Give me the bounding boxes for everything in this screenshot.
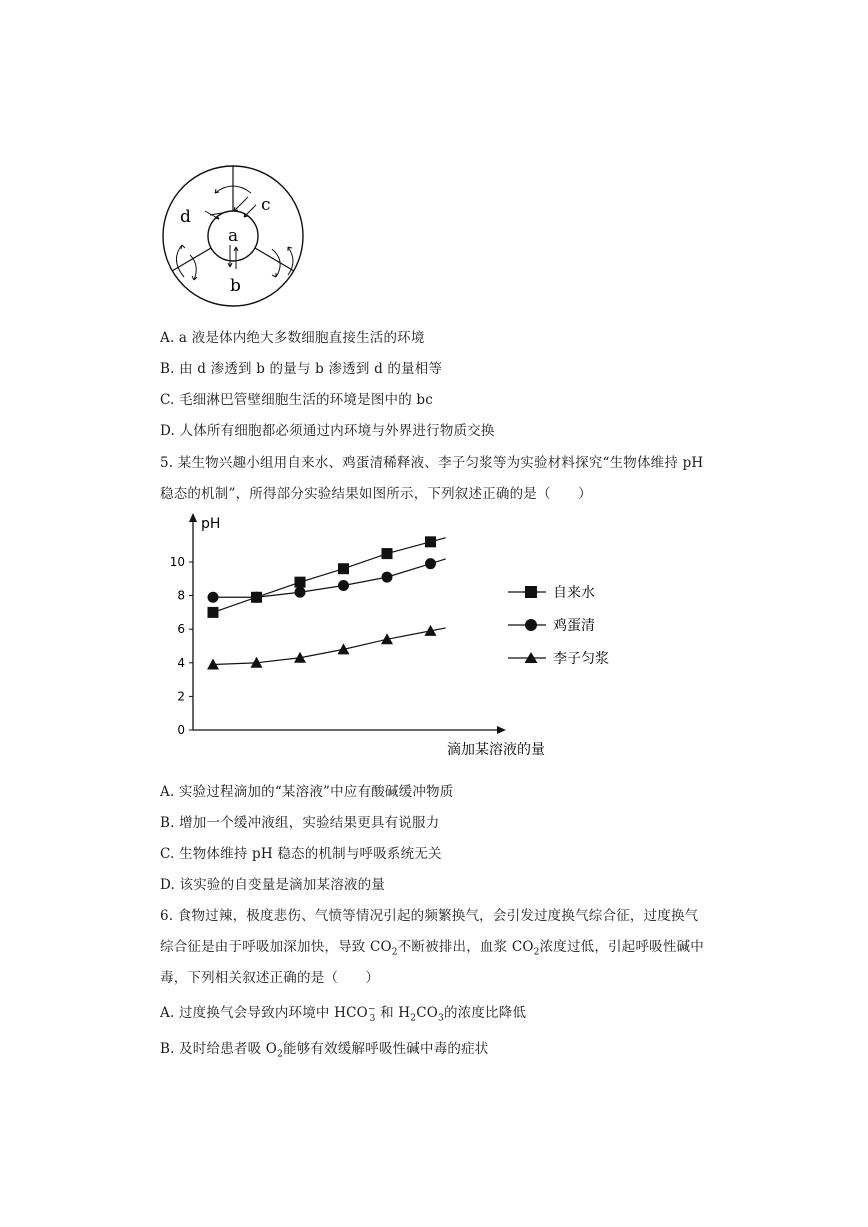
legend-label-0: 自来水 [553, 585, 595, 601]
point-circle [338, 580, 349, 591]
series-line-2 [213, 628, 446, 665]
point-circle [382, 572, 393, 583]
chart-lines [213, 538, 446, 665]
point-square [425, 536, 436, 547]
q5-option-a: A. 实验过程滴加的“某溶液”中应有酸碱缓冲物质 [160, 784, 454, 800]
chart-legend [508, 584, 609, 667]
q5-stem-line1: 5. 某生物兴趣小组用自来水、鸡蛋清稀释液、李子匀浆等为实验材料探究“生物体维持 pH [160, 455, 704, 471]
label-d: d [180, 207, 191, 227]
q4-option-c: C. 毛细淋巴管壁细胞生活的环境是图中的 bc [160, 392, 434, 408]
point-circle [251, 592, 262, 603]
q5-option-b: B. 增加一个缓冲液组，实验结果更具有说服力 [160, 815, 440, 831]
ph-chart [165, 508, 625, 763]
y-tick-label: 2 [177, 689, 185, 704]
q4-option-d: D. 人体所有细胞都必须通过内环境与外界进行物质交换 [160, 423, 495, 439]
q5-option-c: C. 生物体维持 pH 稳态的机制与呼吸系统无关 [160, 846, 442, 862]
chart-axes [170, 513, 545, 758]
point-circle [295, 587, 306, 598]
series-line-0 [213, 538, 446, 613]
q4-option-b: B. 由 d 渗透到 b 的量与 b 渗透到 d 的量相等 [160, 361, 443, 377]
point-square [382, 548, 393, 559]
point-square [338, 563, 349, 574]
q4-option-a: A. a 液是体内绝大多数细胞直接生活的环境 [160, 330, 425, 346]
label-c: c [261, 195, 271, 215]
y-tick-label: 6 [177, 622, 185, 637]
legend-square [525, 586, 537, 598]
q6-option-b: B. 及时给患者吸 $O_2$能够有效缓解呼吸性碱中毒的症状 [160, 1041, 489, 1060]
q5-option-d: D. 该实验的自变量是滴加某溶液的量 [160, 877, 386, 893]
body-fluid-diagram [160, 165, 310, 310]
legend-label-1: 鸡蛋清 [553, 618, 595, 634]
point-square [295, 577, 306, 588]
y-tick-label: 4 [177, 655, 185, 670]
x-axis-label: 滴加某溶液的量 [447, 742, 545, 758]
point-circle [425, 558, 436, 569]
legend-circle [525, 619, 537, 631]
y-tick-label: 8 [177, 588, 185, 603]
q5-stem-line2: 稳态的机制”，所得部分实验结果如图所示，下列叙述正确的是（ ） [160, 486, 592, 502]
label-b: b [230, 276, 241, 296]
y-axis-label: pH [201, 516, 221, 532]
label-a: a [228, 226, 239, 246]
legend-label-2: 李子匀浆 [553, 651, 609, 667]
series-line-1 [213, 559, 446, 597]
q6-option-a: A. 过度换气会导致内环境中 $HCO^-_3$ 和 $H_2CO_3$的浓度比降低 [160, 1004, 527, 1024]
point-square [208, 607, 219, 618]
q6-stem-line2: 综合征是由于呼吸加深加快，导致 $CO_2$不断被排出，血浆 $CO_2$浓度过低，引起呼吸性碱中 [160, 939, 704, 958]
y-tick-label: 0 [177, 723, 185, 737]
y-tick-label: 10 [169, 555, 185, 569]
point-circle [208, 592, 219, 603]
y-axis-arrow [189, 513, 197, 522]
q6-stem-line1: 6. 食物过辣，极度悲伤、气愤等情况引起的频繁换气，会引发过度换气综合征，过度换气 [160, 908, 699, 924]
x-axis-arrow [497, 726, 506, 734]
q6-stem-line3: 毒，下列相关叙述正确的是（ ） [160, 970, 380, 986]
